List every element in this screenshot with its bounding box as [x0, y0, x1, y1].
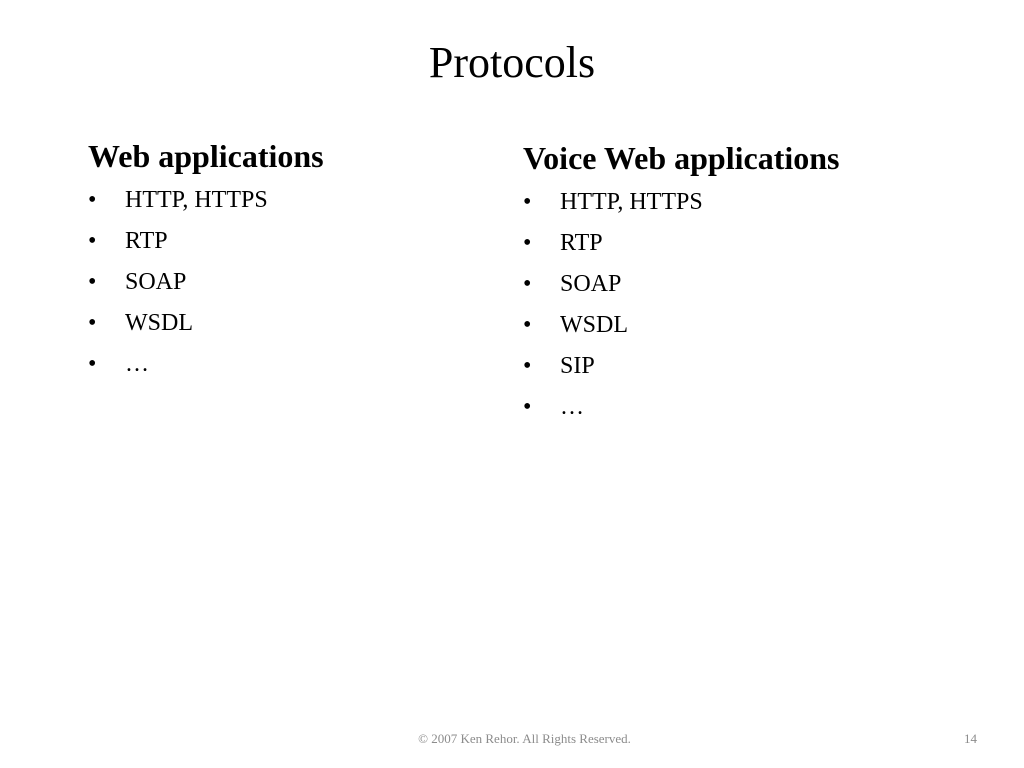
list-item: [523, 223, 943, 264]
list-item-text: SOAP: [125, 269, 187, 295]
bullet-icon: •: [88, 351, 97, 377]
web-applications-list: [88, 180, 508, 385]
list-item: [88, 344, 508, 385]
bullet-icon: •: [88, 228, 97, 254]
bullet-icon: •: [523, 271, 532, 297]
bullet-icon: •: [523, 230, 532, 256]
list-item: [88, 303, 508, 344]
list-item: [523, 387, 943, 428]
web-applications-heading: Web applications: [88, 138, 324, 174]
list-item-text: …: [560, 394, 584, 420]
voice-web-applications-column: [523, 138, 943, 428]
page-number: 14: [964, 731, 977, 746]
list-item-text: HTTP, HTTPS: [125, 187, 268, 213]
list-item-text: …: [125, 351, 149, 377]
voice-web-applications-heading: Voice Web applications: [523, 140, 840, 176]
list-item: [523, 346, 943, 387]
bullet-icon: •: [523, 353, 532, 379]
list-item-text: WSDL: [560, 312, 628, 338]
list-item-text: SOAP: [560, 271, 622, 297]
list-item: [88, 262, 508, 303]
list-item-text: SIP: [560, 353, 595, 379]
slide-title: Protocols: [428, 38, 596, 87]
list-item: [88, 180, 508, 221]
list-item: [523, 305, 943, 346]
list-item: [523, 182, 943, 223]
web-applications-column: [88, 136, 508, 385]
list-item-text: RTP: [125, 228, 168, 254]
list-item-text: RTP: [560, 230, 603, 256]
bullet-icon: •: [523, 189, 532, 215]
list-item: [88, 221, 508, 262]
bullet-icon: •: [88, 310, 97, 336]
bullet-icon: •: [523, 312, 532, 338]
footer-copyright: © 2007 Ken Rehor. All Rights Reserved.: [418, 731, 631, 746]
voice-web-applications-list: [523, 182, 943, 428]
list-item: [523, 264, 943, 305]
bullet-icon: •: [88, 269, 97, 295]
bullet-icon: •: [523, 394, 532, 420]
list-item-text: HTTP, HTTPS: [560, 189, 703, 215]
list-item-text: WSDL: [125, 310, 193, 336]
bullet-icon: •: [88, 187, 97, 213]
